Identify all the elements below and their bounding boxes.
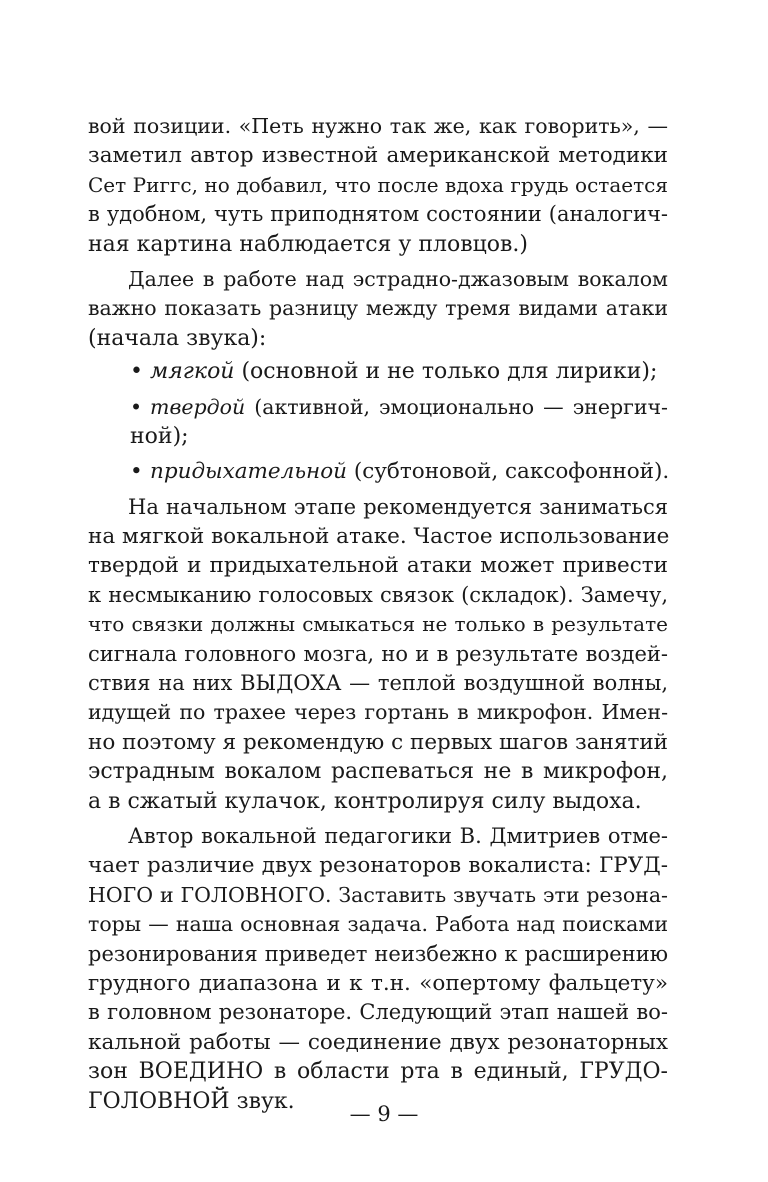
list-item-term: мягкой — [150, 359, 235, 385]
text-line: Сет Риггс, но добавил, что после вдоха грудь остается — [88, 172, 668, 197]
text-line: сигнала головного мозга, но и в результате воздей- — [88, 641, 668, 666]
text-line: ГОЛОВНОЙ звук. — [88, 1088, 295, 1114]
paragraph-3 — [88, 493, 668, 816]
list-item-text: (основной и не только для лирики); — [234, 359, 658, 385]
text-line: торы — наша основная задача. Работа над поисками — [88, 912, 668, 937]
text-line: (начала звука): — [88, 325, 267, 351]
text-line: кальной работы — соединение двух резонаторных — [88, 1029, 668, 1055]
list-item — [88, 393, 668, 452]
text-line: ствия на них ВЫДОХА — теплой воздушной волны, — [88, 671, 668, 696]
text-line: идущей по трахее через гортань в микрофон. Имен- — [88, 700, 668, 725]
text-line: чает различие двух резонаторов вокалиста: ГРУД- — [88, 853, 668, 879]
text-line: а в сжатый кулачок, контролируя силу выдоха. — [88, 788, 642, 814]
text-line: но поэтому я рекомендую с первых шагов занятий — [88, 729, 668, 755]
text-line: зон ВОЕДИНО в области рта в единый, ГРУДО- — [88, 1059, 668, 1085]
bullet-marker: • — [130, 394, 143, 419]
text-line: твердой и придыхательной атаки может привести — [88, 553, 668, 579]
list-item-term: твердой — [150, 394, 246, 419]
text-line: в головном резонаторе. Следующий этап нашей во- — [88, 1000, 668, 1025]
bullet-marker: • — [130, 359, 143, 385]
text-line: Далее в работе над эстрадно-джазовым вокалом — [128, 266, 668, 291]
text-line: на мягкой вокальной атаке. Частое использование — [88, 524, 670, 550]
text-line: Автор вокальной педагогики В. Дмитриев отме- — [128, 823, 668, 848]
text-line: эстрадным вокалом распеваться не в микрофон, — [88, 759, 668, 785]
list-item-term: придыхательной — [150, 459, 347, 485]
text-line — [88, 393, 668, 422]
paragraph-4 — [88, 822, 668, 1116]
list-item-text: (активной, эмоционально — энергич- — [245, 394, 668, 419]
bullet-marker: • — [130, 459, 143, 485]
list-item-text: (субтоновой, саксофонной). — [347, 459, 670, 485]
page-body — [88, 112, 668, 1116]
paragraph-2 — [88, 265, 668, 353]
text-line: что связки должны смыкаться не только в результате — [88, 612, 668, 637]
text-line: к несмыканию голосовых связок (складок). Замечу, — [88, 582, 668, 607]
text-line: вой позиции. «Петь нужно так же, как говорить», — — [88, 114, 668, 138]
text-line: в удобном, чуть приподнятом состоянии (аналогич- — [88, 202, 668, 227]
list-item-continuation: ной); — [130, 423, 189, 449]
paragraph-1 — [88, 112, 668, 259]
text-line: На начальном этапе рекомендуется заниматься — [128, 494, 668, 519]
list-item — [88, 457, 668, 486]
text-line: ная картина наблюдается у пловцов.) — [88, 231, 528, 257]
text-line: важно показать разницу между тремя видами атаки — [88, 296, 668, 321]
text-line: резонирования приведет неизбежно к расширению — [88, 941, 668, 966]
text-line: грудного диапазона и к т.н. «опертому фальцету» — [88, 970, 668, 996]
list-item — [88, 357, 668, 386]
text-line: НОГО и ГОЛОВНОГО. Заставить звучать эти резона- — [88, 882, 668, 907]
text-line: заметил автор известной американской методики — [88, 143, 668, 169]
attack-types-list — [88, 357, 668, 487]
page-number: — 9 — — [349, 1102, 419, 1126]
